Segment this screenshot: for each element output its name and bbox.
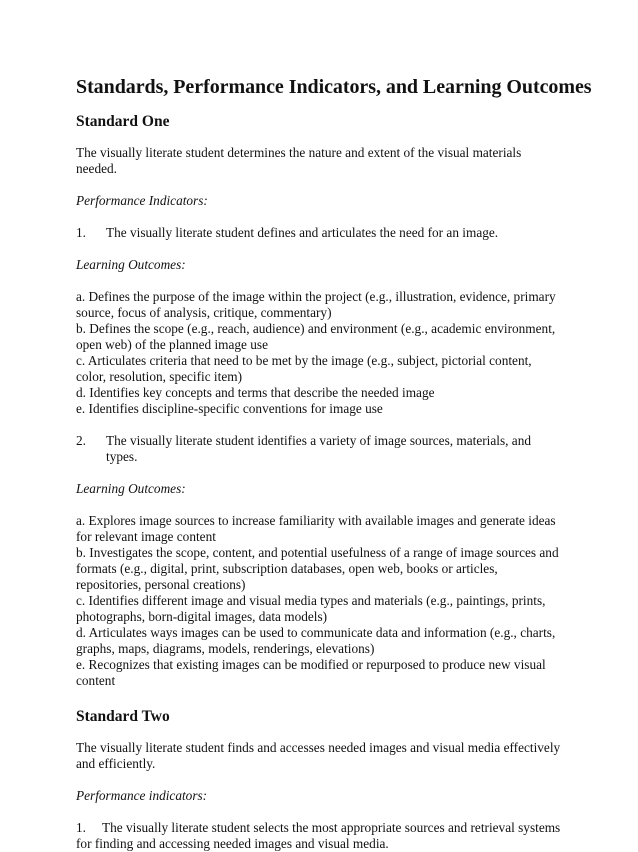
document-page: [76, 74, 592, 852]
standard-one-description: The visually literate student determines the nature and extent of the visual materials needed.: [76, 145, 522, 176]
standard-one-heading: Standard One: [76, 113, 170, 130]
learning-outcome: a. Explores image sources to increase familiarity with available images and generate ideas for relevant image content: [76, 513, 556, 544]
standard-one-indicator-2: [76, 433, 564, 465]
standard-one-indicator-1: [76, 225, 564, 241]
indicator-text: The visually literate student selects the most appropriate sources and retrieval systems for finding and accessing needed images and visual media.: [76, 820, 561, 851]
indicator-2-learning-outcomes-label: Learning Outcomes:: [76, 481, 186, 496]
standard-two-heading: Standard Two: [76, 708, 170, 725]
indicator-text: The visually literate student identifies a variety of image sources, materials, and types.: [106, 433, 531, 464]
learning-outcome: b. Investigates the scope, content, and potential usefulness of a range of image sources and formats (e.g., digital, print, subscription databases, open web, books or articles, repositories, personal creations): [76, 545, 559, 592]
indicator-2-outcomes-list: [76, 513, 564, 689]
standard-two-performance-indicators-label: Performance indicators:: [76, 788, 208, 803]
learning-outcome: e. Identifies discipline-specific conventions for image use: [76, 401, 383, 416]
learning-outcome: d. Articulates ways images can be used to communicate data and information (e.g., charts, graphs, maps, diagrams, models, renderings, elevations): [76, 625, 556, 656]
standard-one-performance-indicators-label: Performance Indicators:: [76, 193, 208, 208]
indicator-1-learning-outcomes-label: Learning Outcomes:: [76, 257, 186, 272]
indicator-number: 1.: [76, 820, 86, 835]
learning-outcome: e. Recognizes that existing images can be modified or repurposed to produce new visual content: [76, 657, 546, 688]
standard-two-description: The visually literate student finds and accesses needed images and visual media effectively and efficiently.: [76, 740, 561, 771]
indicator-1-outcomes-list: [76, 289, 564, 417]
learning-outcome: d. Identifies key concepts and terms that describe the needed image: [76, 385, 435, 400]
indicator-text: The visually literate student defines and articulates the need for an image.: [106, 225, 499, 240]
learning-outcome: c. Identifies different image and visual media types and materials (e.g., paintings, prints, photographs, born-digital images, data models): [76, 593, 546, 624]
indicator-number: 1.: [76, 225, 86, 240]
learning-outcome: b. Defines the scope (e.g., reach, audience) and environment (e.g., academic environment, open web) of the planned image use: [76, 321, 556, 352]
learning-outcome: a. Defines the purpose of the image within the project (e.g., illustration, evidence, primary source, focus of analysis, critique, commentary): [76, 289, 556, 320]
standard-two-indicator-1: [76, 820, 564, 852]
document-title: Standards, Performance Indicators, and Learning Outcomes: [76, 76, 592, 98]
indicator-number: 2.: [76, 433, 86, 448]
learning-outcome: c. Articulates criteria that need to be met by the image (e.g., subject, pictorial content, color, resolution, specific item): [76, 353, 532, 384]
